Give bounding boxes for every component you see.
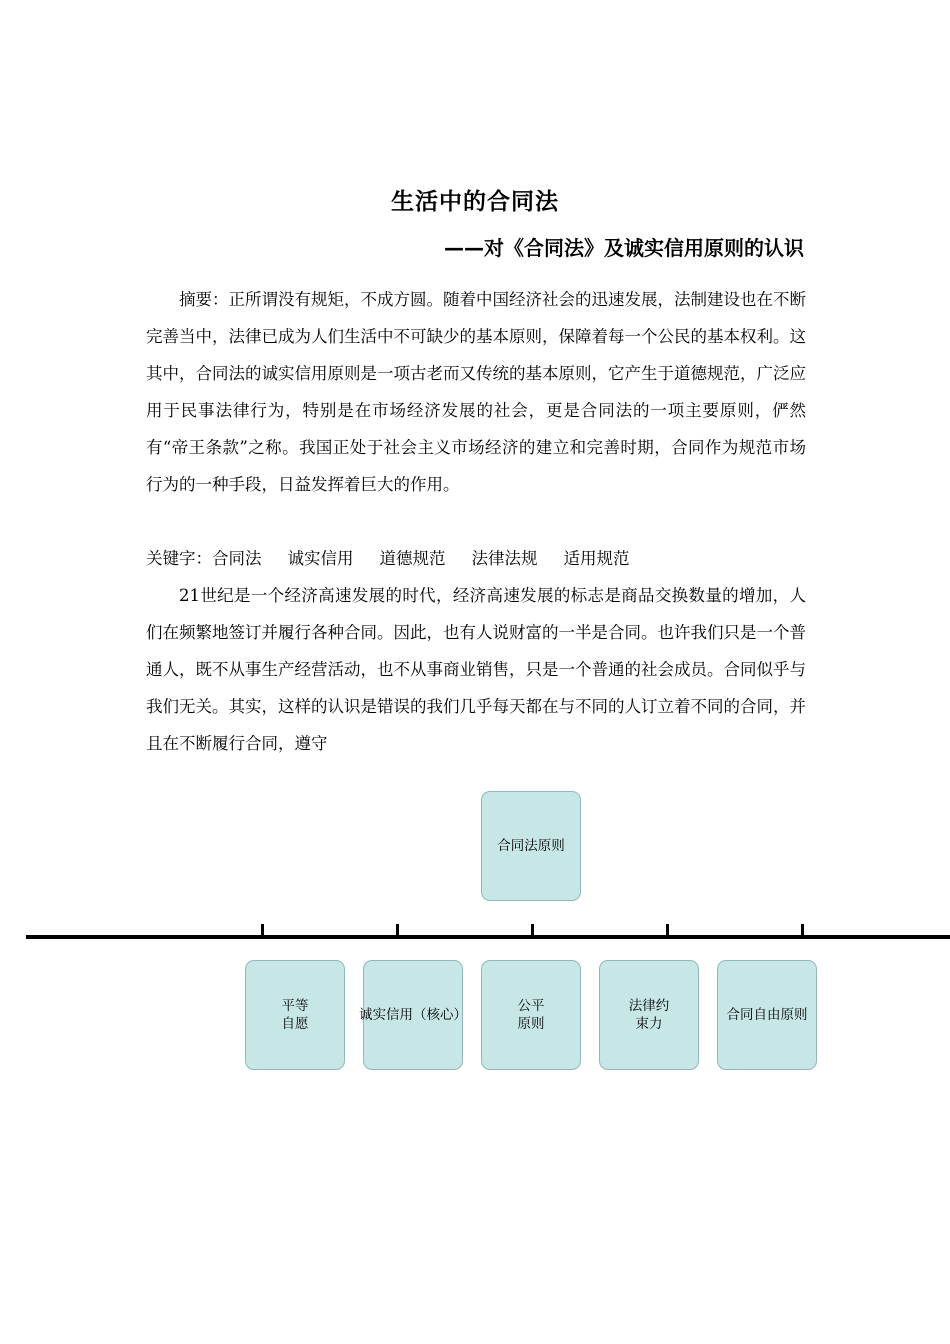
diagram-child-box: [481, 960, 581, 1070]
keyword-item: 合同法: [212, 549, 262, 568]
diagram-child-label: 诚实信用（核心）: [359, 1007, 467, 1023]
diagram-tick: [396, 924, 399, 937]
keyword-item: 法律法规: [471, 549, 538, 568]
diagram-root-box: [481, 791, 581, 901]
diagram-child-box: [599, 960, 699, 1070]
diagram-child-label: 法律约 束力: [628, 998, 670, 1032]
diagram-child-box: [717, 960, 817, 1070]
diagram-tick: [531, 924, 534, 937]
diagram-tick: [261, 924, 264, 937]
diagram-child-label: 平等 自愿: [281, 998, 309, 1032]
keywords-label: 关键字：: [146, 549, 212, 568]
diagram-child-label: 公平 原则: [517, 998, 545, 1032]
diagram-root-label: 合同法原则: [497, 838, 565, 854]
body-paragraph: 21世纪是一个经济高速发展的时代，经济高速发展的标志是商品交换数量的增加，人们在频繁地签订并履行各种合同。因此，也有人说财富的一半是合同。也许我们只是一个普通人，既不从事生产经营活动，也不从事商业销售，只是一个普通的社会成员。合同似乎与我们无关。其实，这样的认识是错误的我们几乎每天都在与不同的人订立着不同的合同，并且在不断履行合同，遵守: [146, 586, 806, 753]
diagram-tick: [666, 924, 669, 937]
keyword-item: 道德规范: [379, 549, 446, 568]
diagram-child-box: [359, 960, 467, 1070]
diagram-child-label: 合同自由原则: [726, 1007, 808, 1023]
keywords-line: [146, 540, 630, 577]
keyword-item: 适用规范: [563, 549, 630, 568]
diagram-tick: [801, 924, 804, 937]
document-subtitle: ——对《合同法》及诚实信用原则的认识: [444, 236, 804, 260]
keyword-item: 诚实信用: [287, 549, 354, 568]
principles-diagram: [0, 780, 950, 1100]
diagram-connector-line: [26, 935, 950, 939]
diagram-child-box: [245, 960, 345, 1070]
document-title: 生活中的合同法: [391, 189, 559, 215]
abstract-paragraph: 摘要：正所谓没有规矩，不成方圆。随着中国经济社会的迅速发展，法制建设也在不断完善当中，法律已成为人们生活中不可缺少的基本原则，保障着每一个公民的基本权利。这其中，合同法的诚实信用原则是一项古老而又传统的基本原则，它产生于道德规范，广泛应用于民事法律行为，特别是在市场经济发展的社会，更是合同法的一项主要原则，俨然有“帝王条款”之称。我国正处于社会主义市场经济的建立和完善时期，合同作为规范市场行为的一种手段，日益发挥着巨大的作用。: [146, 290, 806, 494]
